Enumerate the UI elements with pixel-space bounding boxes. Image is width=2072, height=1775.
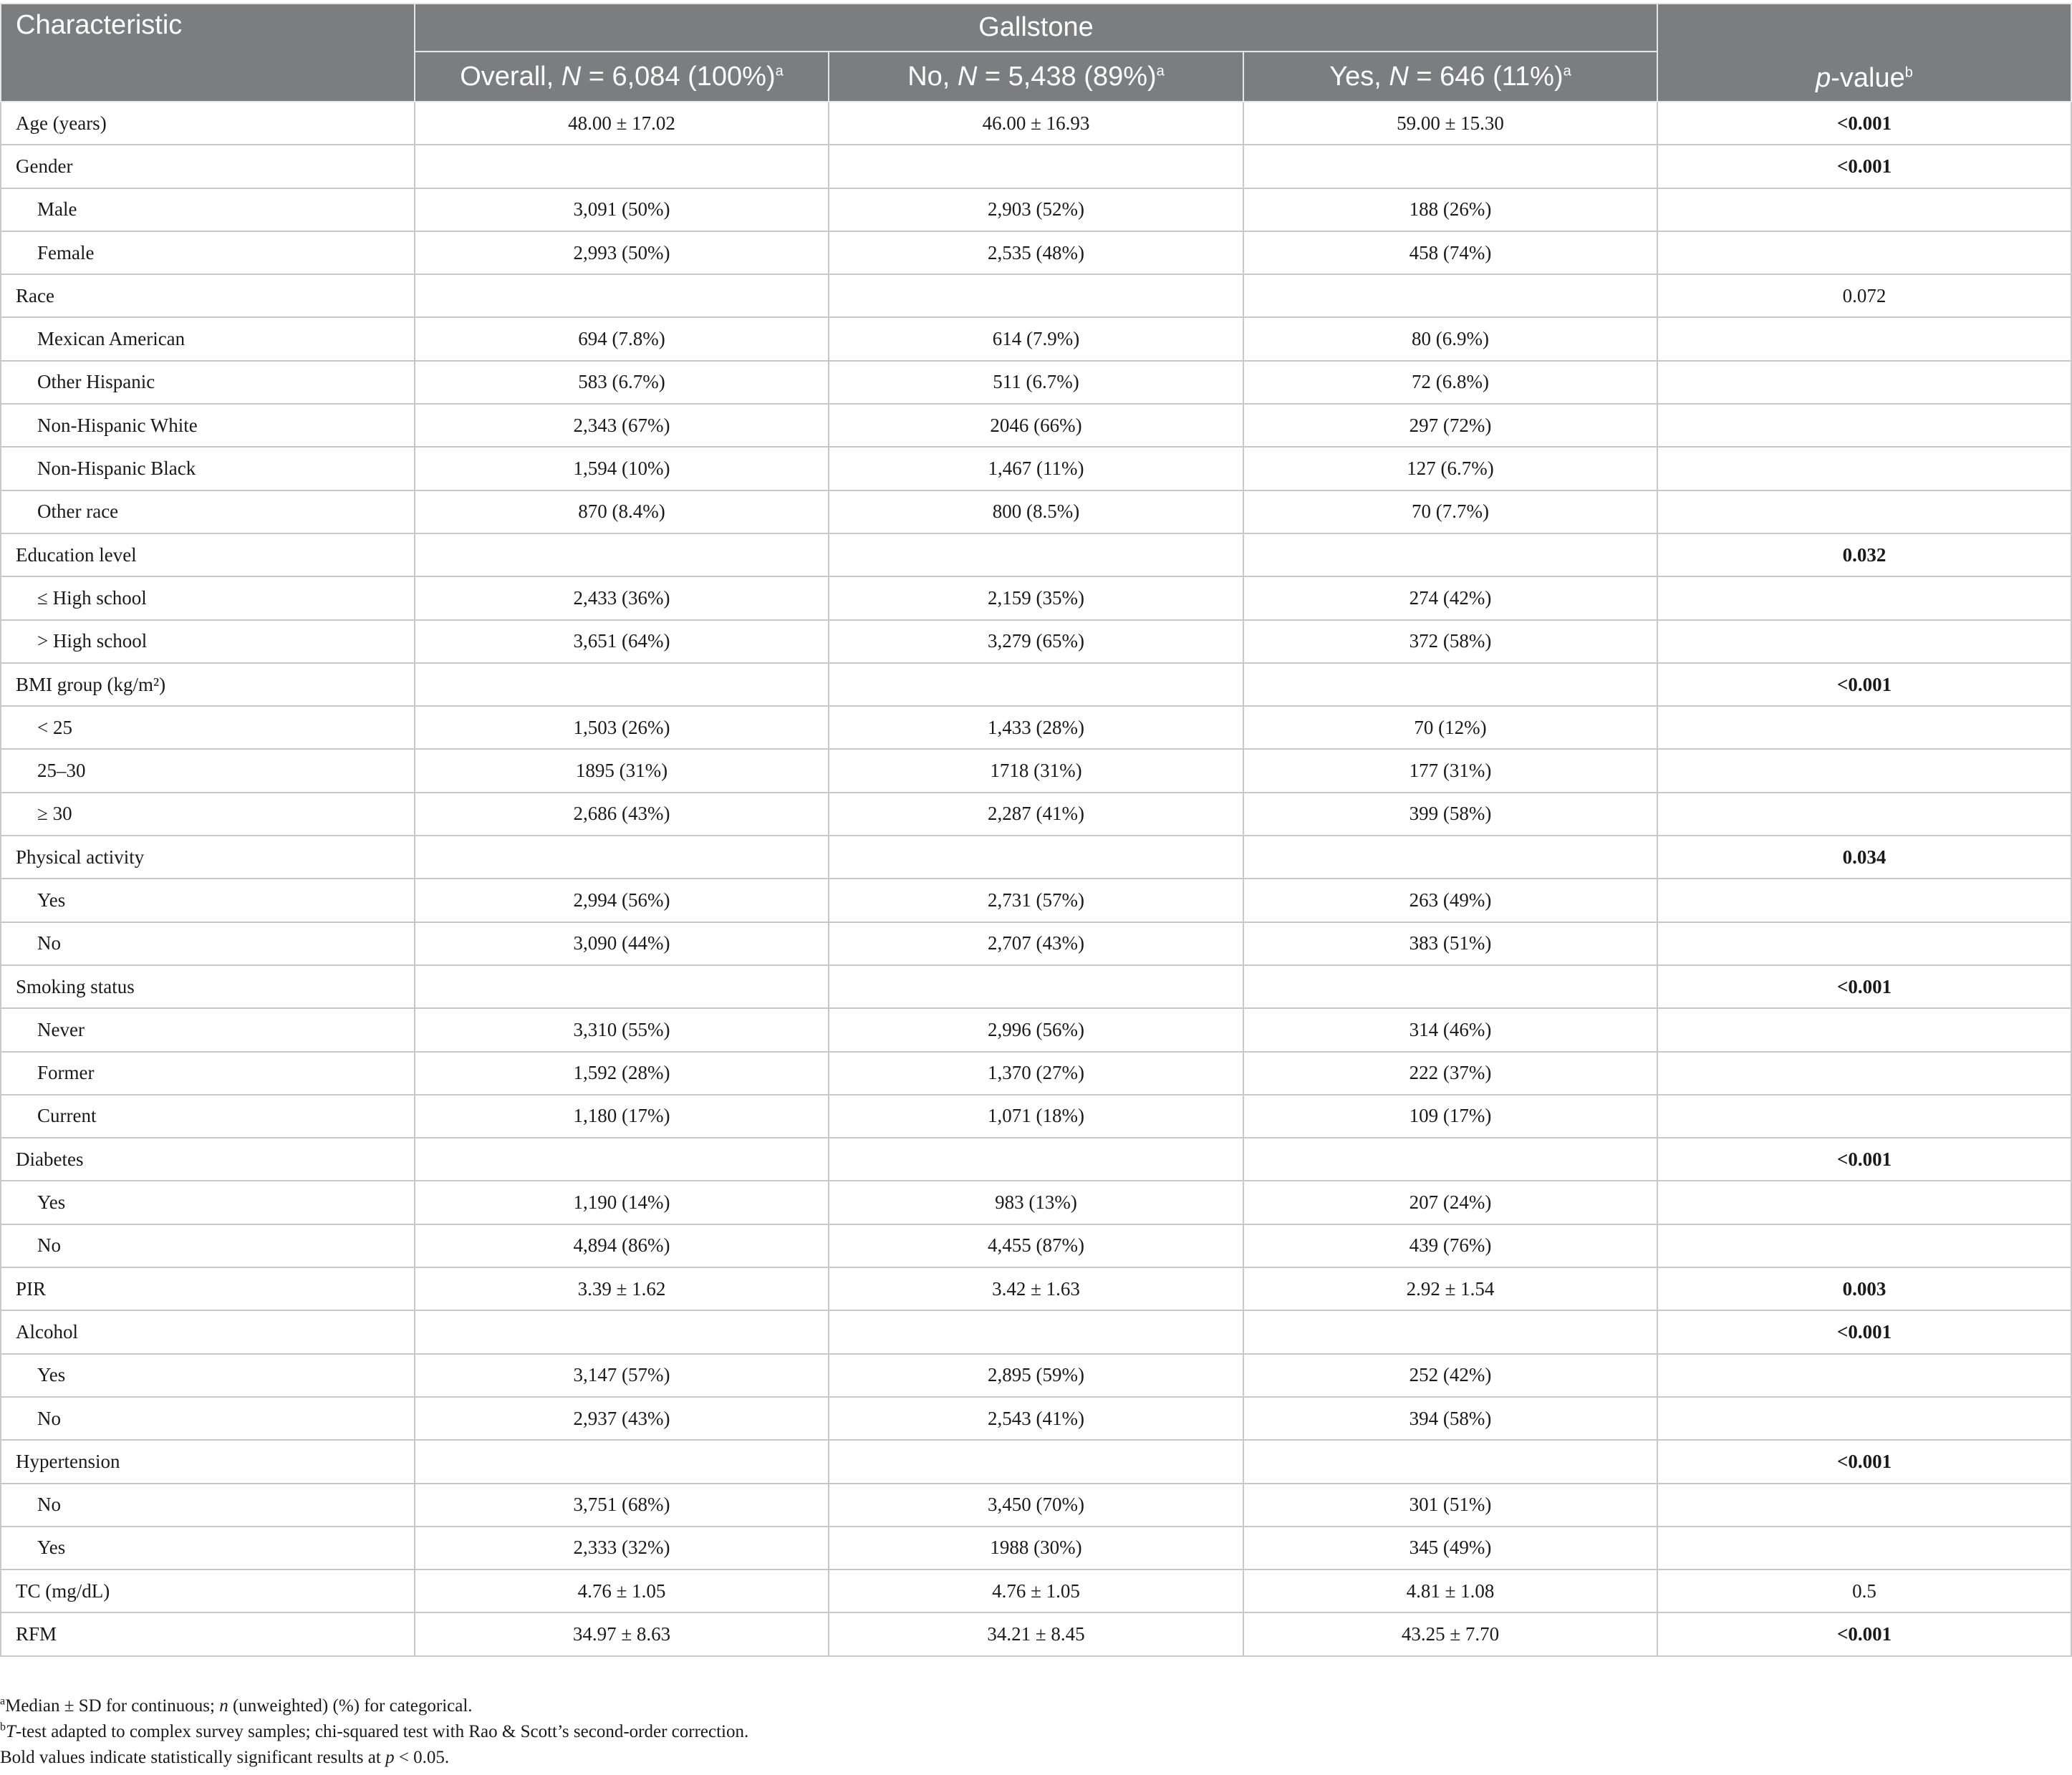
cell-no-gallstone: 3.42 ± 1.63 (829, 1267, 1243, 1310)
footnote-a: $^a$Median ± SD for continuous; n (unweighted) (%) for categorical. (0, 1695, 473, 1716)
row-label: Yes (1, 1354, 415, 1397)
row-label: Mexican American (1, 317, 415, 360)
row-label: < 25 (1, 706, 415, 749)
cell-no-gallstone: 983 (13%) (829, 1181, 1243, 1224)
cell-overall: 3,751 (68%) (415, 1484, 829, 1527)
row-label: No (1, 922, 415, 965)
cell-yes-gallstone: 80 (6.9%) (1243, 317, 1657, 360)
row-label: Other race (1, 490, 415, 533)
cell-overall: 2,686 (43%) (415, 793, 829, 836)
table-row (1, 620, 2071, 663)
cell-p-value (1657, 490, 2071, 533)
cell-overall (415, 663, 829, 706)
cell-yes-gallstone: 188 (26%) (1243, 188, 1657, 231)
table-row (1, 663, 2071, 706)
cell-no-gallstone (829, 1310, 1243, 1353)
table-row (1, 1052, 2071, 1095)
table-row (1, 1008, 2071, 1051)
table-header (1, 4, 2071, 102)
cell-no-gallstone (829, 145, 1243, 188)
header-yes: Yes, N = 646 $(11\%)^a$ (1243, 52, 1657, 102)
table-row (1, 879, 2071, 922)
cell-overall: 1895 (31%) (415, 749, 829, 792)
cell-no-gallstone: 4.76 ± 1.05 (829, 1570, 1243, 1612)
row-label: Gender (1, 145, 415, 188)
cell-p-value (1657, 1224, 2071, 1267)
cell-yes-gallstone: 70 (12%) (1243, 706, 1657, 749)
header-p-value: p-value$^b$ (1657, 4, 2071, 102)
cell-overall: 694 (7.8%) (415, 317, 829, 360)
row-label: No (1, 1224, 415, 1267)
table-row (1, 1354, 2071, 1397)
cell-overall: 3.39 ± 1.62 (415, 1267, 829, 1310)
cell-overall (415, 965, 829, 1008)
table-row (1, 706, 2071, 749)
cell-yes-gallstone: 297 (72%) (1243, 404, 1657, 447)
header-gallstone-group: Gallstone (415, 4, 1657, 52)
cell-p-value (1657, 1008, 2071, 1051)
cell-p-value: <0.001 (1657, 1440, 2071, 1483)
cell-p-value (1657, 361, 2071, 404)
header-no: No, N = 5,438 $(89\%)^a$ (829, 52, 1243, 102)
cell-yes-gallstone: 458 (74%) (1243, 231, 1657, 274)
cell-p-value: <0.001 (1657, 965, 2071, 1008)
cell-p-value: 0.072 (1657, 274, 2071, 317)
row-label: > High school (1, 620, 415, 663)
cell-overall: 2,333 (32%) (415, 1527, 829, 1570)
cell-no-gallstone (829, 663, 1243, 706)
cell-no-gallstone: 2,731 (57%) (829, 879, 1243, 922)
cell-yes-gallstone: 345 (49%) (1243, 1527, 1657, 1570)
cell-yes-gallstone (1243, 663, 1657, 706)
table-row (1, 1484, 2071, 1527)
cell-yes-gallstone (1243, 1138, 1657, 1181)
cell-p-value (1657, 404, 2071, 447)
cell-p-value: 0.5 (1657, 1570, 2071, 1612)
row-label: No (1, 1484, 415, 1527)
table-row (1, 1310, 2071, 1353)
cell-p-value (1657, 231, 2071, 274)
table-row (1, 1267, 2071, 1310)
cell-p-value (1657, 576, 2071, 619)
cell-overall (415, 274, 829, 317)
table-row (1, 922, 2071, 965)
row-label: Female (1, 231, 415, 274)
cell-p-value: <0.001 (1657, 1138, 2071, 1181)
cell-no-gallstone: 4,455 (87%) (829, 1224, 1243, 1267)
cell-no-gallstone: 800 (8.5%) (829, 490, 1243, 533)
table-row (1, 231, 2071, 274)
cell-overall: 2,994 (56%) (415, 879, 829, 922)
cell-yes-gallstone: 43.25 ± 7.70 (1243, 1612, 1657, 1655)
cell-p-value (1657, 879, 2071, 922)
row-label: RFM (1, 1612, 415, 1655)
cell-overall: 3,091 (50%) (415, 188, 829, 231)
table-row (1, 361, 2071, 404)
row-label: Diabetes (1, 1138, 415, 1181)
row-label: TC (mg/dL) (1, 1570, 415, 1612)
table-row (1, 793, 2071, 836)
header-overall: Overall, N = 6,084 $(100\%)^a$ (415, 52, 829, 102)
cell-overall: 2,433 (36%) (415, 576, 829, 619)
cell-overall: 48.00 ± 17.02 (415, 102, 829, 145)
cell-yes-gallstone: 263 (49%) (1243, 879, 1657, 922)
cell-p-value (1657, 317, 2071, 360)
cell-p-value (1657, 793, 2071, 836)
cell-yes-gallstone: 274 (42%) (1243, 576, 1657, 619)
table-row (1, 145, 2071, 188)
row-label: Education level (1, 533, 415, 576)
table-row (1, 188, 2071, 231)
table-row (1, 965, 2071, 1008)
cell-yes-gallstone: 394 (58%) (1243, 1397, 1657, 1440)
cell-yes-gallstone: 177 (31%) (1243, 749, 1657, 792)
row-label: Smoking status (1, 965, 415, 1008)
cell-no-gallstone (829, 965, 1243, 1008)
table-row (1, 1440, 2071, 1483)
table-row (1, 749, 2071, 792)
table-row (1, 836, 2071, 879)
cell-p-value (1657, 1181, 2071, 1224)
cell-overall: 2,343 (67%) (415, 404, 829, 447)
cell-p-value (1657, 1527, 2071, 1570)
table-row (1, 1527, 2071, 1570)
cell-overall (415, 1440, 829, 1483)
cell-overall: 870 (8.4%) (415, 490, 829, 533)
cell-overall: 3,651 (64%) (415, 620, 829, 663)
cell-overall: 1,594 (10%) (415, 447, 829, 490)
cell-yes-gallstone: 127 (6.7%) (1243, 447, 1657, 490)
cell-overall (415, 533, 829, 576)
cell-overall: 1,190 (14%) (415, 1181, 829, 1224)
row-label: Male (1, 188, 415, 231)
cell-yes-gallstone: 70 (7.7%) (1243, 490, 1657, 533)
cell-overall (415, 836, 829, 879)
table-row (1, 274, 2071, 317)
cell-no-gallstone: 1,370 (27%) (829, 1052, 1243, 1095)
cell-yes-gallstone: 399 (58%) (1243, 793, 1657, 836)
row-label: PIR (1, 1267, 415, 1310)
cell-no-gallstone: 1,071 (18%) (829, 1095, 1243, 1138)
cell-p-value (1657, 749, 2071, 792)
footnote-bold-note: Bold values indicate statistically significant results at p < 0.05. (0, 1748, 450, 1767)
cell-overall: 3,147 (57%) (415, 1354, 829, 1397)
cell-overall (415, 1138, 829, 1181)
table-footnotes (0, 1693, 2071, 1771)
row-label: Race (1, 274, 415, 317)
cell-no-gallstone: 2,707 (43%) (829, 922, 1243, 965)
cell-yes-gallstone (1243, 836, 1657, 879)
cell-no-gallstone (829, 533, 1243, 576)
cell-overall: 4.76 ± 1.05 (415, 1570, 829, 1612)
cell-no-gallstone (829, 1138, 1243, 1181)
footnote-b: $^b$T-test adapted to complex survey samples; chi-squared test with Rao & Scott’s second-order correction. (0, 1721, 749, 1741)
cell-p-value (1657, 188, 2071, 231)
cell-no-gallstone: 1,433 (28%) (829, 706, 1243, 749)
row-label: 25–30 (1, 749, 415, 792)
table-body (1, 102, 2071, 1656)
cell-no-gallstone: 2,535 (48%) (829, 231, 1243, 274)
cell-p-value: <0.001 (1657, 102, 2071, 145)
cell-no-gallstone: 614 (7.9%) (829, 317, 1243, 360)
cell-overall (415, 145, 829, 188)
cell-no-gallstone: 2,996 (56%) (829, 1008, 1243, 1051)
cell-yes-gallstone: 222 (37%) (1243, 1052, 1657, 1095)
cell-yes-gallstone (1243, 1310, 1657, 1353)
row-label: Never (1, 1008, 415, 1051)
row-label: Hypertension (1, 1440, 415, 1483)
cell-p-value (1657, 706, 2071, 749)
cell-no-gallstone: 1,467 (11%) (829, 447, 1243, 490)
cell-yes-gallstone: 383 (51%) (1243, 922, 1657, 965)
cell-yes-gallstone: 372 (58%) (1243, 620, 1657, 663)
row-label: Physical activity (1, 836, 415, 879)
cell-overall: 4,894 (86%) (415, 1224, 829, 1267)
table-row (1, 404, 2071, 447)
cell-p-value (1657, 1354, 2071, 1397)
row-label: Yes (1, 1527, 415, 1570)
cell-overall: 34.97 ± 8.63 (415, 1612, 829, 1655)
cell-overall: 2,937 (43%) (415, 1397, 829, 1440)
cell-p-value: <0.001 (1657, 1310, 2071, 1353)
row-label: BMI group (kg/m²) (1, 663, 415, 706)
cell-overall: 1,180 (17%) (415, 1095, 829, 1138)
table-row (1, 1181, 2071, 1224)
cell-p-value (1657, 620, 2071, 663)
cell-p-value: <0.001 (1657, 663, 2071, 706)
cell-no-gallstone: 34.21 ± 8.45 (829, 1612, 1243, 1655)
baseline-characteristics-table (0, 3, 2072, 1657)
table-row (1, 317, 2071, 360)
cell-yes-gallstone: 4.81 ± 1.08 (1243, 1570, 1657, 1612)
cell-yes-gallstone: 252 (42%) (1243, 1354, 1657, 1397)
table-row (1, 533, 2071, 576)
cell-yes-gallstone: 439 (76%) (1243, 1224, 1657, 1267)
table-row (1, 1138, 2071, 1181)
table-row (1, 576, 2071, 619)
cell-p-value: <0.001 (1657, 145, 2071, 188)
row-label: ≥ 30 (1, 793, 415, 836)
row-label: Non-Hispanic Black (1, 447, 415, 490)
cell-yes-gallstone: 314 (46%) (1243, 1008, 1657, 1051)
cell-no-gallstone: 3,279 (65%) (829, 620, 1243, 663)
cell-p-value: <0.001 (1657, 1612, 2071, 1655)
row-label: Alcohol (1, 1310, 415, 1353)
cell-p-value (1657, 1052, 2071, 1095)
cell-p-value: 0.034 (1657, 836, 2071, 879)
cell-yes-gallstone: 207 (24%) (1243, 1181, 1657, 1224)
cell-no-gallstone: 1718 (31%) (829, 749, 1243, 792)
cell-overall: 1,592 (28%) (415, 1052, 829, 1095)
cell-no-gallstone: 511 (6.7%) (829, 361, 1243, 404)
cell-overall: 2,993 (50%) (415, 231, 829, 274)
cell-overall (415, 1310, 829, 1353)
table-row (1, 1397, 2071, 1440)
cell-no-gallstone (829, 274, 1243, 317)
cell-p-value (1657, 1484, 2071, 1527)
table-row (1, 1095, 2071, 1138)
cell-no-gallstone (829, 836, 1243, 879)
header-characteristic: Characteristic (1, 4, 415, 102)
cell-p-value: 0.032 (1657, 533, 2071, 576)
cell-no-gallstone: 2,895 (59%) (829, 1354, 1243, 1397)
cell-yes-gallstone: 109 (17%) (1243, 1095, 1657, 1138)
cell-yes-gallstone: 72 (6.8%) (1243, 361, 1657, 404)
cell-yes-gallstone: 2.92 ± 1.54 (1243, 1267, 1657, 1310)
table-row (1, 1612, 2071, 1655)
cell-overall: 3,090 (44%) (415, 922, 829, 965)
cell-p-value (1657, 1397, 2071, 1440)
row-label: Age (years) (1, 102, 415, 145)
cell-yes-gallstone (1243, 965, 1657, 1008)
cell-overall: 3,310 (55%) (415, 1008, 829, 1051)
cell-no-gallstone: 3,450 (70%) (829, 1484, 1243, 1527)
table-row (1, 1570, 2071, 1612)
cell-yes-gallstone (1243, 1440, 1657, 1483)
cell-yes-gallstone: 59.00 ± 15.30 (1243, 102, 1657, 145)
cell-yes-gallstone (1243, 533, 1657, 576)
cell-overall: 1,503 (26%) (415, 706, 829, 749)
table-row (1, 490, 2071, 533)
cell-no-gallstone: 2,287 (41%) (829, 793, 1243, 836)
row-label: Former (1, 1052, 415, 1095)
cell-overall: 583 (6.7%) (415, 361, 829, 404)
cell-yes-gallstone (1243, 274, 1657, 317)
cell-no-gallstone: 2,903 (52%) (829, 188, 1243, 231)
row-label: Other Hispanic (1, 361, 415, 404)
cell-no-gallstone (829, 1440, 1243, 1483)
row-label: Yes (1, 1181, 415, 1224)
cell-no-gallstone: 1988 (30%) (829, 1527, 1243, 1570)
cell-no-gallstone: 2,159 (35%) (829, 576, 1243, 619)
row-label: ≤ High school (1, 576, 415, 619)
cell-no-gallstone: 2,543 (41%) (829, 1397, 1243, 1440)
cell-no-gallstone: 46.00 ± 16.93 (829, 102, 1243, 145)
row-label: No (1, 1397, 415, 1440)
cell-yes-gallstone (1243, 145, 1657, 188)
table-row (1, 1224, 2071, 1267)
table-row (1, 447, 2071, 490)
cell-p-value (1657, 922, 2071, 965)
cell-yes-gallstone: 301 (51%) (1243, 1484, 1657, 1527)
table-row (1, 102, 2071, 145)
row-label: Yes (1, 879, 415, 922)
row-label: Current (1, 1095, 415, 1138)
cell-p-value (1657, 1095, 2071, 1138)
cell-p-value (1657, 447, 2071, 490)
row-label: Non-Hispanic White (1, 404, 415, 447)
cell-p-value: 0.003 (1657, 1267, 2071, 1310)
cell-no-gallstone: 2046 (66%) (829, 404, 1243, 447)
